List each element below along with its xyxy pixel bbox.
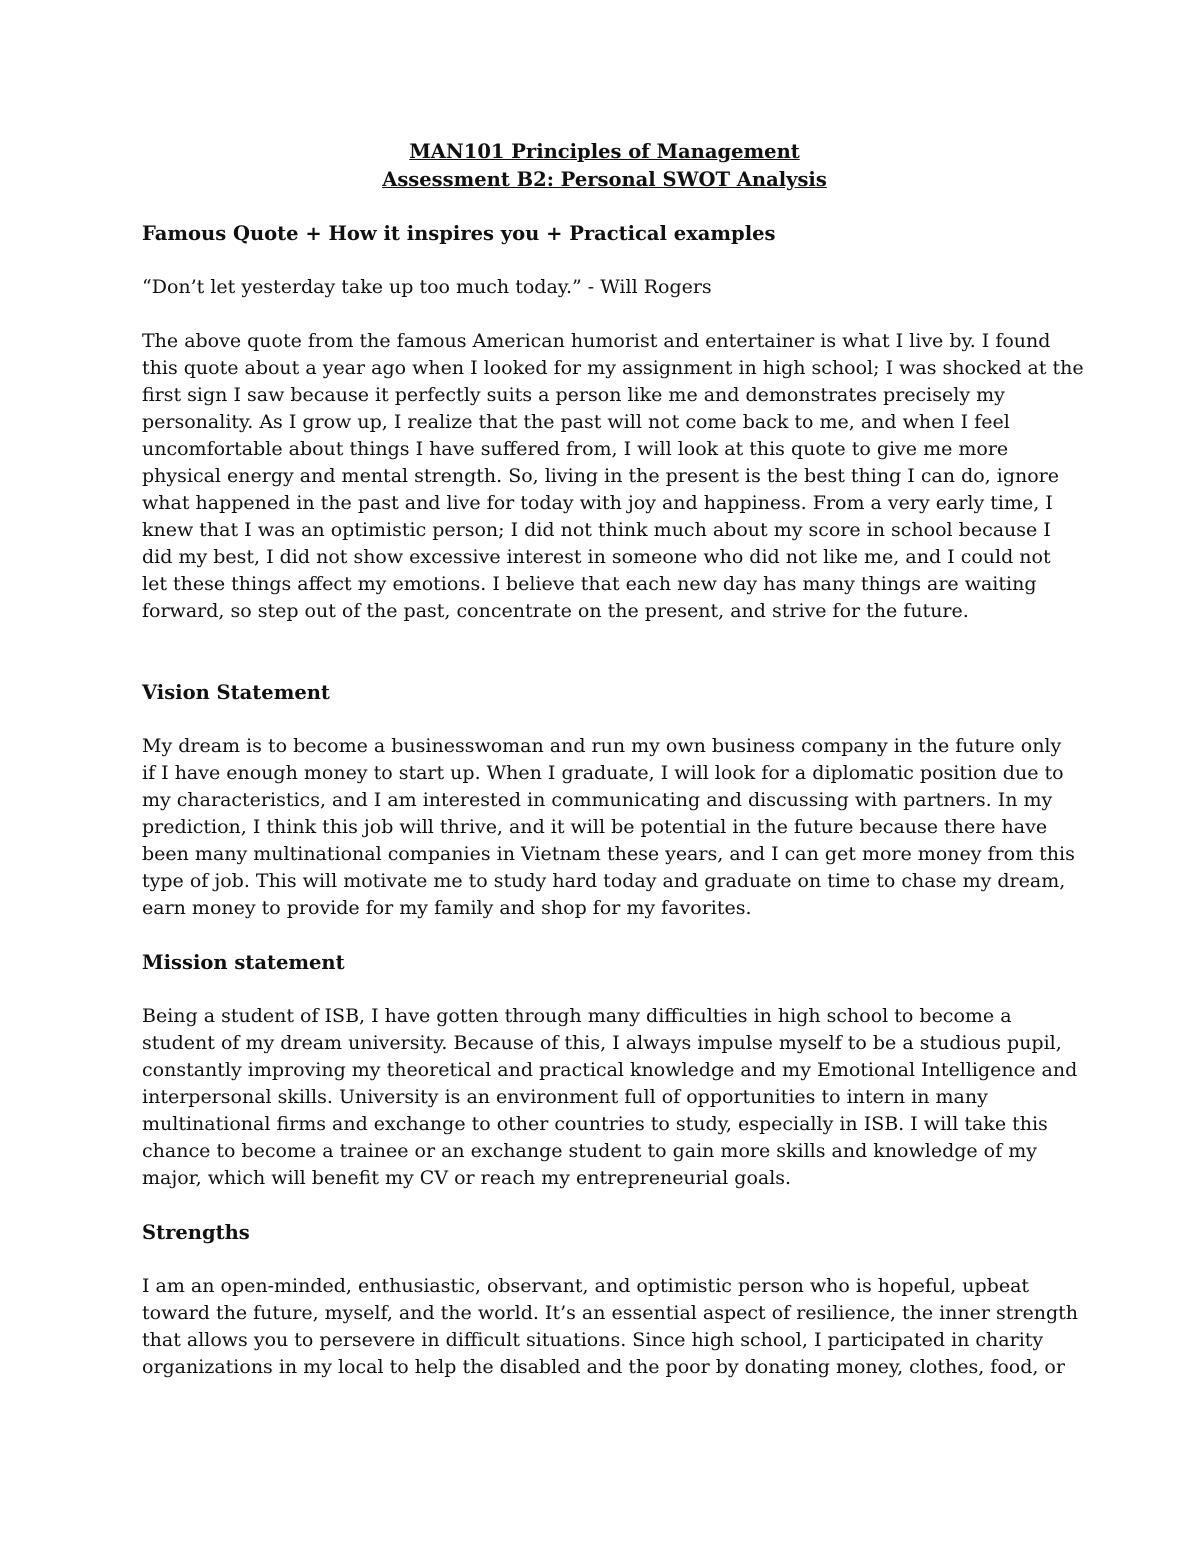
vision-heading: Vision Statement [142,681,330,704]
quote-paragraph [142,328,1084,625]
text-line: multinational firms and exchange to other countries to study, especially in ISB. I will take this [142,1113,1048,1135]
text-line: interpersonal skills. University is an environment full of opportunities to intern in many [142,1086,988,1108]
quote-heading: Famous Quote + How it inspires you + Practical examples [142,222,776,245]
text-line: forward, so step out of the past, concentrate on the present, and strive for the future. [142,600,969,622]
mission-paragraph [142,1003,1078,1192]
quote-text: “Don’t let yesterday take up too much today.” - Will Rogers [142,276,712,298]
text-line: physical energy and mental strength. So, living in the present is the best thing I can do, ignore [142,465,1059,487]
mission-heading: Mission statement [142,951,345,974]
text-line: earn money to provide for my family and shop for my favorites. [142,897,752,919]
strengths-heading: Strengths [142,1221,250,1244]
text-line: I am an open-minded, enthusiastic, observant, and optimistic person who is hopeful, upbeat [142,1275,1030,1297]
assessment-title: Assessment B2: Personal SWOT Analysis [382,168,827,191]
text-line: personality. As I grow up, I realize that the past will not come back to me, and when I feel [142,411,1010,433]
text-line: organizations in my local to help the disabled and the poor by donating money, clothes, food, or [142,1356,1065,1378]
text-line: type of job. This will motivate me to study hard today and graduate on time to chase my dream, [142,870,1066,892]
text-line: The above quote from the famous American humorist and entertainer is what I live by. I found [142,330,1051,352]
text-line: constantly improving my theoretical and practical knowledge and my Emotional Intelligence and [142,1059,1078,1081]
document-page [142,138,1084,1381]
title-block [142,138,1067,194]
text-line: uncomfortable about things I have suffered from, I will look at this quote to give me more [142,438,1009,460]
text-line: Being a student of ISB, I have gotten through many difficulties in high school to become a [142,1005,1012,1027]
text-line: My dream is to become a businesswoman and run my own business company in the future only [142,735,1062,757]
text-line: this quote about a year ago when I looked for my assignment in high school; I was shocked at the [142,357,1084,379]
text-line: first sign I saw because it perfectly suits a person like me and demonstrates precisely my [142,384,1005,406]
vision-paragraph [142,733,1075,922]
text-line: my characteristics, and I am interested in communicating and discussing with partners. In my [142,789,1053,811]
text-line: let these things affect my emotions. I believe that each new day has many things are waiting [142,573,1037,595]
text-line: chance to become a trainee or an exchange student to gain more skills and knowledge of my [142,1140,1037,1162]
text-line: toward the future, myself, and the world. It’s an essential aspect of resilience, the inner strength [142,1302,1079,1324]
text-line: major, which will benefit my CV or reach my entrepreneurial goals. [142,1167,792,1189]
text-line: knew that I was an optimistic person; I did not think much about my score in school because I [142,519,1051,541]
text-line: what happened in the past and live for today with joy and happiness. From a very early time, I [142,492,1053,514]
strengths-paragraph [142,1273,1079,1381]
text-line: if I have enough money to start up. When I graduate, I will look for a diplomatic position due to [142,762,1064,784]
text-line: prediction, I think this job will thrive, and it will be potential in the future because there have [142,816,1048,838]
text-line: did my best, I did not show excessive interest in someone who did not like me, and I could not [142,546,1051,568]
course-title: MAN101 Principles of Management [409,140,800,163]
text-line: been many multinational companies in Vietnam these years, and I can get more money from this [142,843,1075,865]
text-line: that allows you to persevere in difficult situations. Since high school, I participated in charity [142,1329,1044,1351]
text-line: student of my dream university. Because of this, I always impulse myself to be a studious pupil, [142,1032,1062,1054]
